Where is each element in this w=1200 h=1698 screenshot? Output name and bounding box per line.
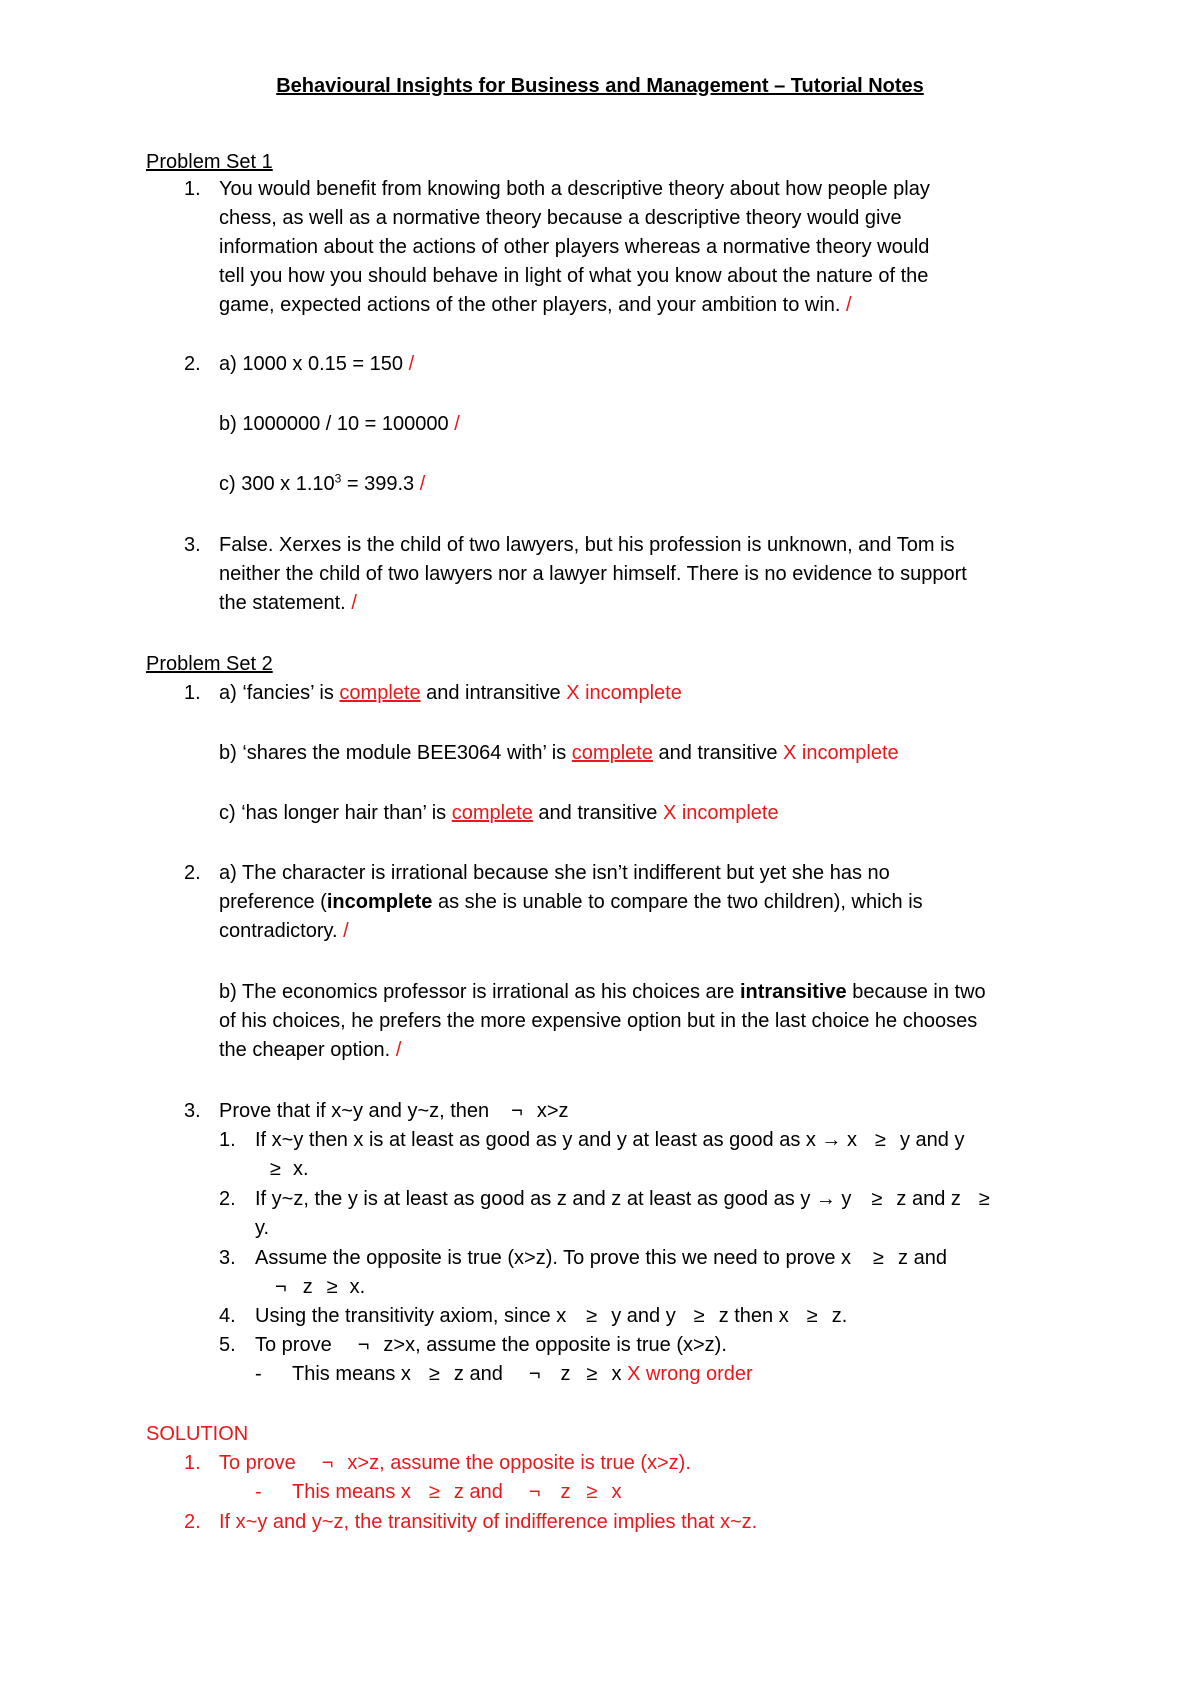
geq-symbol: ≥ (586, 1363, 598, 1385)
ps2-q3-s5-dash: - (255, 1363, 262, 1385)
geq-symbol: ≥ (978, 1188, 990, 1210)
document-title: Behavioural Insights for Business and Management – Tutorial Notes (276, 75, 924, 97)
solution-step-2-line: If x~y and y~z, the transitivity of indifference implies that x~z. (219, 1511, 758, 1533)
ps1-q2-a-mark: / (408, 353, 415, 375)
ps2-q3-s4-pre: Using the transitivity axiom, since x (255, 1305, 567, 1327)
ps2-q1-part-c (219, 799, 1089, 829)
ps2-q1-a-mark: X incomplete (566, 682, 682, 704)
negation-symbol: ¬ (528, 1363, 541, 1385)
ps2-q3-s5-mark: X wrong order (627, 1363, 753, 1385)
ps2-q1-b-pre: b) ‘shares the module BEE3064 with’ is (219, 742, 572, 764)
negation-symbol: ¬ (511, 1100, 523, 1122)
solution-step-1-line (219, 1449, 1089, 1479)
ps2-q1-part-a (219, 679, 1089, 709)
geq-symbol: ≥ (586, 1305, 598, 1327)
ps2-q1-part-b (219, 739, 1089, 769)
ps1-q1-line-1: You would benefit from knowing both a descriptive theory about how people play (219, 178, 930, 200)
ps2-q3-s1-l2-post: x. (292, 1158, 309, 1180)
ps2-q2-b-line-3 (219, 1036, 1089, 1066)
ps2-q2-b-line-3-text: the cheaper option. (219, 1039, 391, 1061)
ps2-q2-b-line-1-post: because in two (846, 981, 986, 1003)
ps2-q3-step-2-line-2: y. (255, 1217, 270, 1239)
ps1-q2-b-mark: / (454, 413, 460, 435)
ps1-q2-part-c (219, 470, 1089, 500)
solution-heading: SOLUTION (146, 1423, 249, 1445)
ps2-q3-step-1-line-1 (255, 1126, 1085, 1156)
ps2-q3-intro (219, 1097, 1089, 1127)
ps2-q3-s3-l1-post: z and (898, 1247, 947, 1269)
ps2-q3-s1-l1-pre: If x~y then x is at least as good as y and y at least as good as x → x (255, 1129, 857, 1151)
geq-symbol: ≥ (428, 1481, 440, 1503)
ps2-q2-a-line-1: a) The character is irrational because she isn’t indifferent but yet she has no (219, 862, 890, 884)
ps1-q3-line-3 (219, 589, 1089, 619)
geq-symbol: ≥ (270, 1158, 281, 1180)
ps2-q3-step-4-number: 4. (219, 1305, 236, 1327)
ps2-q2-number: 2. (184, 862, 201, 884)
ps2-q1-b-complete: complete (571, 742, 653, 764)
ps1-q2-c-mark: / (419, 473, 426, 495)
ps1-q1-line-3: information about the actions of other players whereas a normative theory would (219, 236, 930, 258)
ps2-q2-b-line-1-bold: intransitive (739, 981, 847, 1003)
ps1-q2-c-exponent: 3 (334, 471, 342, 486)
ps2-q3-step-4-line (255, 1302, 1085, 1332)
negation-symbol: ¬ (357, 1334, 370, 1356)
problem-set-1-heading: Problem Set 1 (146, 151, 273, 173)
negation-symbol: ¬ (275, 1276, 287, 1298)
ps2-q3-s3-l2-z: z (302, 1276, 313, 1298)
ps1-q1-correct-mark: / (846, 294, 852, 316)
ps2-q1-a-pre: a) ‘fancies’ is (219, 682, 340, 704)
negation-symbol: ¬ (321, 1452, 334, 1474)
ps2-q1-b-mark: X incomplete (783, 742, 899, 764)
solution-s1-sub-line (292, 1478, 1092, 1508)
ps2-q2-b-mark: / (395, 1039, 402, 1061)
ps2-q3-s4-mid2: z then x (718, 1305, 789, 1327)
ps2-q3-s5-pre: To prove (255, 1334, 332, 1356)
ps1-q2-c-text-post: = 399.3 (341, 473, 415, 495)
ps2-q3-s5-sub-pre: This means x (292, 1363, 411, 1385)
ps2-q3-intro-post: x>z (536, 1100, 569, 1122)
ps1-q2-a-text: a) 1000 x 0.15 = 150 (219, 353, 404, 375)
ps2-q3-s4-post: z. (831, 1305, 848, 1327)
ps1-q2-number: 2. (184, 353, 201, 375)
ps2-q1-b-post: and transitive (652, 742, 784, 764)
ps2-q3-s5-sub-x: x (611, 1363, 622, 1385)
ps2-q3-number: 3. (184, 1100, 201, 1122)
ps1-q1-line-5-text: game, expected actions of the other players, and your ambition to win. (219, 294, 841, 316)
ps1-q2-part-a (219, 350, 1089, 380)
ps2-q1-c-complete: complete (451, 802, 533, 824)
ps1-q1-line-5 (219, 291, 1089, 321)
ps2-q3-s3-l2-post: x. (349, 1276, 366, 1298)
geq-symbol: ≥ (693, 1305, 705, 1327)
ps2-q3-s5-sub-line (292, 1360, 1092, 1390)
ps2-q3-step-2-number: 2. (219, 1188, 236, 1210)
geq-symbol: ≥ (871, 1188, 883, 1210)
solution-s1-sub-pre: This means x (292, 1481, 411, 1503)
ps1-q3-mark: / (351, 592, 357, 614)
ps1-q3-line-2: neither the child of two lawyers nor a lawyer himself. There is no evidence to support (219, 563, 967, 585)
ps2-q2-a-line-2-bold: incomplete (326, 891, 433, 913)
solution-s1-dash: - (255, 1481, 262, 1503)
problem-set-2-heading: Problem Set 2 (146, 653, 273, 675)
geq-symbol: ≥ (873, 1247, 885, 1269)
ps2-q1-a-post: and intransitive (420, 682, 567, 704)
ps2-q2-b-line-1-pre: b) The economics professor is irrational as his choices are (219, 981, 740, 1003)
ps2-q3-s3-l1-pre: Assume the opposite is true (x>z). To prove this we need to prove x (255, 1247, 852, 1269)
ps2-q3-step-1-number: 1. (219, 1129, 236, 1151)
ps2-q3-step-3-line-2 (255, 1273, 1105, 1303)
ps1-q3-number: 3. (184, 534, 201, 556)
ps2-q2-a-line-2 (219, 888, 1089, 918)
ps2-q1-a-complete: complete (339, 682, 421, 704)
ps1-q2-part-b (219, 410, 1089, 440)
solution-s1-sub-mid: z and (453, 1481, 503, 1503)
ps2-q1-c-mark: X incomplete (662, 802, 779, 824)
ps2-q3-step-3-line-1 (255, 1244, 1085, 1274)
ps2-q2-a-mark: / (343, 920, 349, 942)
solution-s1-sub-z: z (560, 1481, 571, 1503)
ps1-q1-line-4: tell you how you should behave in light of what you know about the nature of the (219, 265, 929, 287)
geq-symbol: ≥ (806, 1305, 818, 1327)
ps2-q3-step-1-line-2 (255, 1155, 1100, 1185)
ps2-q3-s2-l1-mid: z and z (896, 1188, 961, 1210)
solution-s1-sub-x: x (611, 1481, 622, 1503)
ps2-q3-s1-l1-post: y and y (899, 1129, 965, 1151)
ps2-q2-b-line-2: of his choices, he prefers the more expensive option but in the last choice he chooses (219, 1010, 978, 1032)
geq-symbol: ≥ (428, 1363, 440, 1385)
solution-step-2-number: 2. (184, 1511, 201, 1533)
ps2-q3-step-2-line-1 (255, 1185, 1085, 1215)
geq-symbol: ≥ (875, 1129, 886, 1151)
ps1-q2-c-text-pre: c) 300 x 1.10 (219, 473, 335, 495)
ps2-q2-b-line-1 (219, 978, 1089, 1008)
ps2-q3-step-3-number: 3. (219, 1247, 236, 1269)
solution-s1-pre: To prove (219, 1452, 296, 1474)
ps2-q1-c-pre: c) ‘has longer hair than’ is (219, 802, 452, 824)
ps2-q3-intro-pre: Prove that if x~y and y~z, then (219, 1100, 490, 1122)
ps2-q1-c-post: and transitive (532, 802, 663, 824)
ps2-q2-a-line-3 (219, 917, 1089, 947)
ps1-q1-line-2: chess, as well as a normative theory because a descriptive theory would give (219, 207, 902, 229)
document-page: Behavioural Insights for Business and Management – Tutorial Notes Problem Set 1 1. You would benefit from knowing both a descriptive theory about how people play chess, as well as a normative theory because a descriptive theory would give information about the actions of other players whereas a normative theory would tell you how you should behave in light of what you know about the nature of the game, expected actions of the other players, and your ambition to win. / 2. a) 1000 x 0.15 = 150 / b) 1000000 / 10 = 100000 / c) 300 x $1.10^3 = 399.3$ / 3. False. Xerxes is the child of two lawyers, but his profession is unknown, and Tom is neither the child of two lawyers nor a lawyer himself. There is no evidence to support the statement. / Problem Set 2 1. a) ‘fancies’ is complete and intransitive X incomplete b) ‘shares the module BEE3064 with’ is complete and transitive X incomplete c) ‘has longer hair than’ is complete and transitive X incomplete 2. a) The character is irrational because she isn’t indifferent but yet she has no preference (incomplete as she is unable to compare the two children), which is contradictory. / b) The economics professor is irrational as his choices are intransitive because in two of his choices, he prefers the more expensive option but in the last choice he chooses the cheaper option. / 3. Prove that if x~y and y~z, then ¬ x>z 1. If x~y then x is at least as good as y and y at least as good as x → x ≥ y and y ≥ x. 2. If y~z, the y is at least as good as z and z at least as good as y → y ≥ z and z ≥ y. 3. Assume the opposite is true (x>z). To prove this we need to prove x ≥ z and ¬ z ≥ x. 4. Using the transitivity axiom, since x ≥ y and y ≥ z then x ≥ z. 5. To prove ¬ z>x, assume the opposite is true (x>z). - This means x ≥ z and ¬ z ≥ x X wrong order SOLUTION 1. To prove ¬ x>z, assume the opposite is true (x>z). - This means x ≥ z and ¬ z ≥ x 2. If x~y and y~z, the transitivity of indifference implies that x~z. (0, 0, 1200, 1698)
ps2-q3-s5-post: z>x, assume the opposite is true (x>z). (383, 1334, 727, 1356)
negation-symbol: ¬ (528, 1481, 541, 1503)
geq-symbol: ≥ (586, 1481, 598, 1503)
ps2-q3-s4-mid1: y and y (611, 1305, 676, 1327)
ps2-q3-step-5-line (255, 1331, 1085, 1361)
ps1-q3-line-1: False. Xerxes is the child of two lawyers, but his profession is unknown, and Tom is (219, 534, 955, 556)
geq-symbol: ≥ (326, 1276, 338, 1298)
ps2-q3-s5-sub-mid: z and (453, 1363, 503, 1385)
ps2-q2-a-line-2-post: as she is unable to compare the two children), which is (432, 891, 923, 913)
ps2-q3-s2-l1-pre: If y~z, the y is at least as good as z and z at least as good as y → y (255, 1188, 852, 1210)
ps2-q1-number: 1. (184, 682, 201, 704)
ps2-q2-a-line-3-text: contradictory. (219, 920, 338, 942)
ps2-q3-step-5-number: 5. (219, 1334, 236, 1356)
solution-s1-post: x>z, assume the opposite is true (x>z). (347, 1452, 691, 1474)
ps1-q2-b-text: b) 1000000 / 10 = 100000 (219, 413, 449, 435)
ps2-q3-s5-sub-z: z (560, 1363, 571, 1385)
solution-step-1-number: 1. (184, 1452, 201, 1474)
ps1-q3-line-3-text: the statement. (219, 592, 346, 614)
ps2-q2-a-line-2-pre: preference ( (219, 891, 327, 913)
